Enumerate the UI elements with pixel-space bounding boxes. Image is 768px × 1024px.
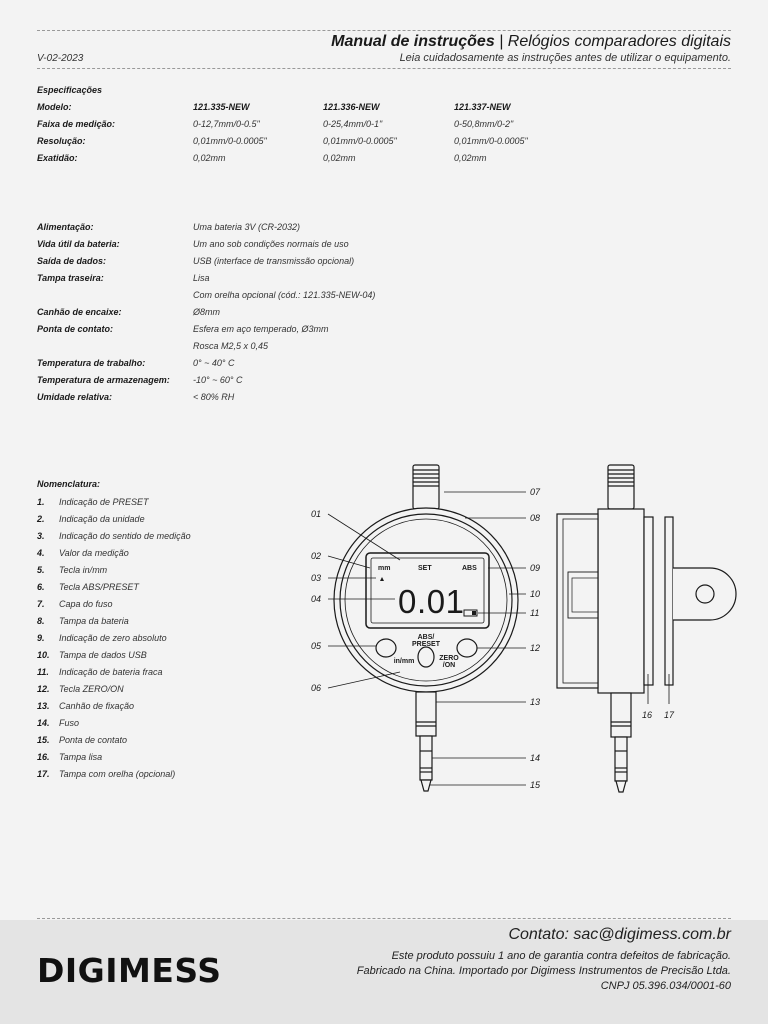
list-item: Fuso: [59, 718, 80, 728]
specs-heading: Especificações: [37, 85, 103, 95]
list-item-number: 13.: [37, 701, 50, 711]
callout-07: 07: [530, 487, 541, 497]
spec-value: 0,02mm: [454, 153, 487, 163]
callout-09: 09: [530, 563, 541, 573]
spec-value: Lisa: [193, 273, 210, 283]
callout-14: 14: [530, 753, 541, 763]
lcd-abs-indicator: ABS: [462, 565, 477, 572]
callout-10: 10: [530, 589, 541, 599]
spec-label: Exatidão:: [37, 153, 78, 163]
spec-label: Faixa de medição:: [37, 119, 116, 129]
page-subtitle: Leia cuidadosamente as instruções antes de utilizar o equipamento.: [399, 52, 731, 64]
callout-02: 02: [311, 551, 322, 561]
warranty-text: Este produto possuiu 1 ano de garantia contra defeitos de fabricação.: [391, 950, 731, 962]
list-item: Indicação da unidade: [59, 514, 145, 524]
callout-04: 04: [311, 594, 322, 604]
callout-06: 06: [311, 683, 322, 693]
page-title: Manual de instruções | Relógios comparadores digitais: [331, 33, 731, 50]
list-item-number: 10.: [37, 650, 50, 660]
lcd-measurement-value: 0.01: [398, 583, 464, 620]
spec-label: Umidade relativa:: [37, 392, 113, 402]
spec-label: Resolução:: [37, 136, 86, 146]
lug-back-cover: [665, 517, 673, 685]
list-item: Indicação de PRESET: [59, 497, 149, 507]
list-item: Canhão de fixação: [59, 701, 135, 711]
stem: [416, 692, 436, 736]
list-item-number: 7.: [37, 599, 45, 609]
list-item-number: 14.: [37, 718, 50, 728]
spec-value: 0,01mm/0-0.0005": [193, 136, 267, 146]
spec-value: Esfera em aço temperado, Ø3mm: [193, 324, 329, 334]
list-item: Tecla ABS/PRESET: [59, 582, 139, 592]
spec-value: 0,01mm/0-0.0005": [454, 136, 528, 146]
spec-value: 0-50,8mm/0-2": [454, 119, 514, 129]
digimess-logo: DIGIMESS: [37, 951, 222, 990]
spec-value: USB (interface de transmissão opcional): [193, 256, 355, 266]
list-item-number: 6.: [37, 582, 45, 592]
list-item: Tampa da bateria: [59, 616, 129, 626]
top-divider: [37, 30, 731, 31]
list-item: Ponta de contato: [59, 735, 128, 745]
list-item-number: 16.: [37, 752, 50, 762]
list-item-number: 8.: [37, 616, 45, 626]
spec-label: Alimentação:: [37, 222, 94, 232]
spec-label: Canhão de encaixe:: [37, 307, 122, 317]
spec-value: < 80% RH: [193, 392, 235, 402]
spec-value: 0,01mm/0-0.0005": [323, 136, 397, 146]
callout-13: 13: [530, 697, 541, 707]
list-item: Tampa lisa: [59, 752, 103, 762]
list-item-number: 9.: [37, 633, 45, 643]
spec-value: 0-25,4mm/0-1": [323, 119, 383, 129]
origin-text: Fabricado na China. Importado por Digimess Instrumentos de Precisão Ltda.: [356, 965, 731, 977]
callout-08: 08: [530, 513, 541, 523]
spec-label: Vida útil da bateria:: [37, 239, 120, 249]
header-divider: [37, 68, 731, 69]
callout-05: 05: [311, 641, 322, 651]
spec-label: Temperatura de trabalho:: [37, 358, 146, 368]
spec-label: Temperatura de armazenagem:: [37, 375, 170, 385]
callout-03: 03: [311, 573, 322, 583]
list-item: Tampa de dados USB: [59, 650, 147, 660]
model-number: 121.336-NEW: [323, 102, 380, 112]
spec-value: Rosca M2,5 x 0,45: [193, 341, 269, 351]
list-item-number: 5.: [37, 565, 45, 575]
list-item-number: 2.: [37, 514, 45, 524]
nomenclature-heading: Nomenclatura:: [37, 479, 101, 489]
spec-value: 0-12,7mm/0-0.5": [193, 119, 260, 129]
callout-17: 17: [664, 710, 675, 720]
list-item-number: 11.: [37, 667, 49, 677]
lug: [673, 568, 736, 620]
lcd-unit-indicator: mm: [378, 565, 391, 572]
abs-preset-label-1: ABS/: [417, 634, 435, 641]
spec-value: Com orelha opcional (cód.: 121.335-NEW-04): [193, 290, 376, 300]
callout-11: 11: [530, 608, 540, 618]
spindle: [420, 736, 432, 780]
spindle-cap: [413, 465, 439, 509]
version-label: V-02-2023: [37, 53, 84, 64]
model-number: 121.337-NEW: [454, 102, 511, 112]
zero-label-2: /ON: [442, 662, 456, 669]
spec-value: 0,02mm: [323, 153, 356, 163]
in-mm-label: in/mm: [393, 658, 415, 665]
callout-12: 12: [530, 643, 541, 653]
spec-value: Ø8mm: [193, 307, 220, 317]
spec-label: Tampa traseira:: [37, 273, 104, 283]
spec-label: Modelo:: [37, 102, 72, 112]
list-item: Valor da medição: [59, 548, 129, 558]
lcd-set-indicator: SET: [418, 565, 432, 572]
list-item: Indicação de bateria fraca: [59, 667, 163, 677]
list-item: Capa do fuso: [59, 599, 113, 609]
contact-tip: [421, 780, 431, 791]
spec-value: Um ano sob condições normais de uso: [193, 239, 349, 249]
side-body: [598, 509, 644, 693]
abs-preset-label-2: PRESET: [411, 641, 441, 648]
callout-15: 15: [530, 780, 541, 790]
callout-01: 01: [311, 509, 322, 519]
list-item-number: 17.: [37, 769, 50, 779]
plain-back-cover: [644, 517, 653, 685]
side-spindle-cap: [608, 465, 634, 509]
footer-divider: [37, 918, 731, 919]
spec-value: 0° ~ 40° C: [193, 358, 235, 368]
cnpj-text: CNPJ 05.396.034/0001-60: [600, 980, 731, 992]
list-item-number: 3.: [37, 531, 45, 541]
list-item: Indicação de zero absoluto: [59, 633, 167, 643]
list-item: Tecla in/mm: [59, 565, 108, 575]
list-item-number: 1.: [37, 497, 45, 507]
contact-email: Contato: sac@digimess.com.br: [508, 926, 731, 943]
spec-value: -10° ~ 60° C: [193, 375, 243, 385]
list-item-number: 12.: [37, 684, 50, 694]
model-number: 121.335-NEW: [193, 102, 250, 112]
list-item-number: 15.: [37, 735, 50, 745]
spec-label: Saída de dados:: [37, 256, 107, 266]
list-item: Tampa com orelha (opcional): [59, 769, 176, 779]
list-item: Indicação do sentido de medição: [59, 531, 191, 541]
spec-value: 0,02mm: [193, 153, 226, 163]
spec-value: Uma bateria 3V (CR-2032): [193, 222, 301, 232]
zero-label-1: ZERO: [439, 655, 459, 662]
dial-indicator-diagram: [300, 455, 750, 810]
spec-label: Ponta de contato:: [37, 324, 113, 334]
callout-16: 16: [642, 710, 653, 720]
list-item: Tecla ZERO/ON: [59, 684, 124, 694]
list-item-number: 4.: [37, 548, 45, 558]
